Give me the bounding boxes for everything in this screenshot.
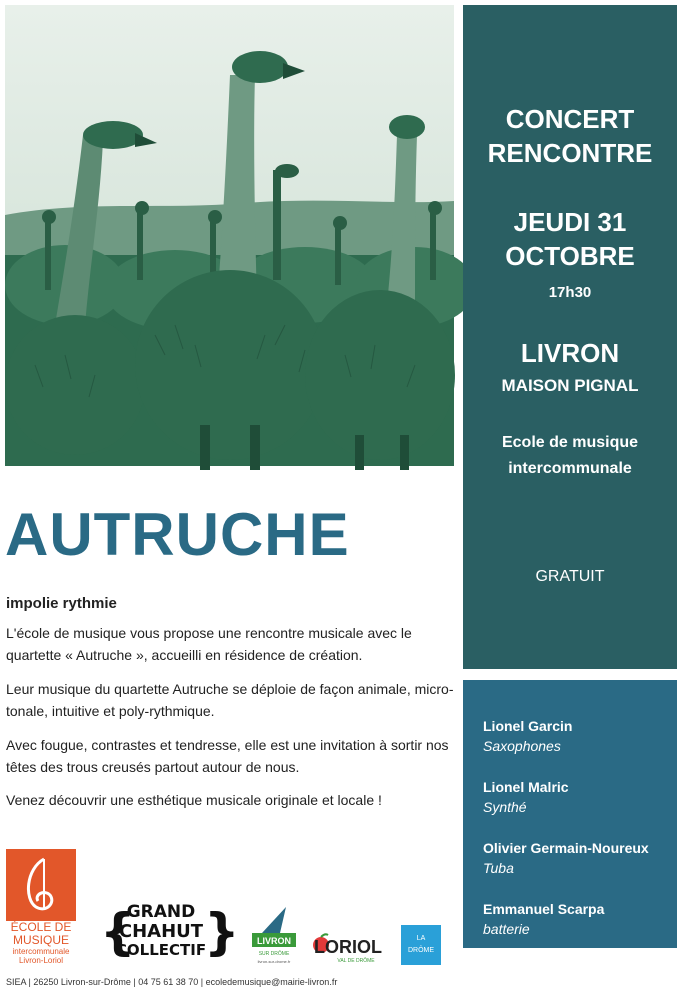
musician-name: Emmanuel Scarpa [483, 901, 605, 917]
partner-logos [0, 845, 460, 970]
event-info-panel [463, 5, 677, 669]
event-organizer [463, 430, 677, 482]
ostrich-photo [5, 5, 454, 466]
event-type-line1: CONCERT [505, 104, 635, 134]
musician-name: Lionel Malric [483, 779, 569, 795]
ecole-logo-line1: ÉCOLE DE [10, 920, 72, 934]
ecole-de-musique-logo [6, 849, 76, 967]
livron-logo-sub: SUR DRÔME [258, 951, 290, 957]
organizer-line1: Ecole de musique [501, 434, 639, 451]
livron-logo-name: LIVRON [256, 936, 292, 946]
loriol-logo [308, 933, 386, 965]
musician-instrument: Tuba [483, 860, 514, 876]
event-price: GRATUIT [535, 568, 605, 585]
footer-contact: SIEA | 26250 Livron-sur-Drôme | 04 75 61 38 70 | ecoledemusique@mairie-livron.fr [6, 977, 338, 987]
description-paragraph: Venez découvrir une esthétique musicale originale et locale ! [6, 792, 382, 808]
musician-name: Olivier Germain-Noureux [483, 840, 649, 856]
svg-text:{: { [100, 903, 136, 961]
event-date-day: JEUDI 31 [513, 207, 627, 237]
drome-logo-line2: DRÔME [407, 947, 435, 954]
loriol-logo-sub: VAL DE DRÔME [337, 958, 375, 964]
event-type [463, 102, 677, 170]
description-paragraph: L'école de musique vous propose une rencontre musicale avec le quartette « Autruche », accueilli en résidence de création. [6, 625, 412, 663]
ecole-logo-line2: MUSIQUE [12, 933, 70, 947]
chahut-logo-line2: CHAHUT [118, 921, 204, 942]
livron-logo [252, 903, 296, 965]
musician-instrument: batterie [483, 921, 530, 937]
event-time: 17h30 [548, 284, 592, 301]
la-drome-logo [401, 925, 441, 965]
svg-text:}: } [204, 903, 240, 961]
description-paragraph: Avec fougue, contrastes et tendresse, elle est une invitation à sortir nos têtes des trous creusés partout autour de nous. [6, 737, 449, 775]
event-date-month: OCTOBRE [505, 241, 635, 271]
livron-logo-url: livron-sur-drome.fr [257, 959, 291, 964]
musicians-panel [463, 680, 677, 948]
drome-logo-line1: LA [416, 935, 426, 942]
event-type-line2: RENCONTRE [487, 138, 653, 168]
musician-item [483, 899, 604, 939]
grand-chahut-collectif-logo [96, 897, 240, 965]
chahut-logo-line3: COLLECTIF [115, 941, 207, 959]
event-date [463, 205, 677, 273]
loriol-logo-name: LORIOL [314, 937, 382, 957]
musician-instrument: Synthé [483, 799, 527, 815]
ecole-logo-line3: intercommunale [12, 947, 70, 956]
organizer-line2: intercommunale [508, 460, 632, 477]
poster-subtitle: impolie rythmie [6, 595, 117, 612]
poster-title: AUTRUCHE [5, 501, 350, 568]
chahut-logo-line1: GRAND [126, 902, 196, 922]
musician-item [483, 777, 569, 817]
description-paragraph: Leur musique du quartette Autruche se déploie de façon animale, micro-tonale, intuitive et poly-rythmique. [6, 681, 454, 719]
musician-item [483, 716, 572, 756]
ostrich-illustration [5, 5, 454, 466]
musician-name: Lionel Garcin [483, 718, 573, 734]
ecole-logo-line4: Livron-Loriol [18, 956, 64, 965]
event-city: LIVRON [520, 338, 620, 368]
musician-item [483, 838, 649, 878]
musician-instrument: Saxophones [483, 738, 561, 754]
event-venue: MAISON PIGNAL [501, 376, 639, 395]
